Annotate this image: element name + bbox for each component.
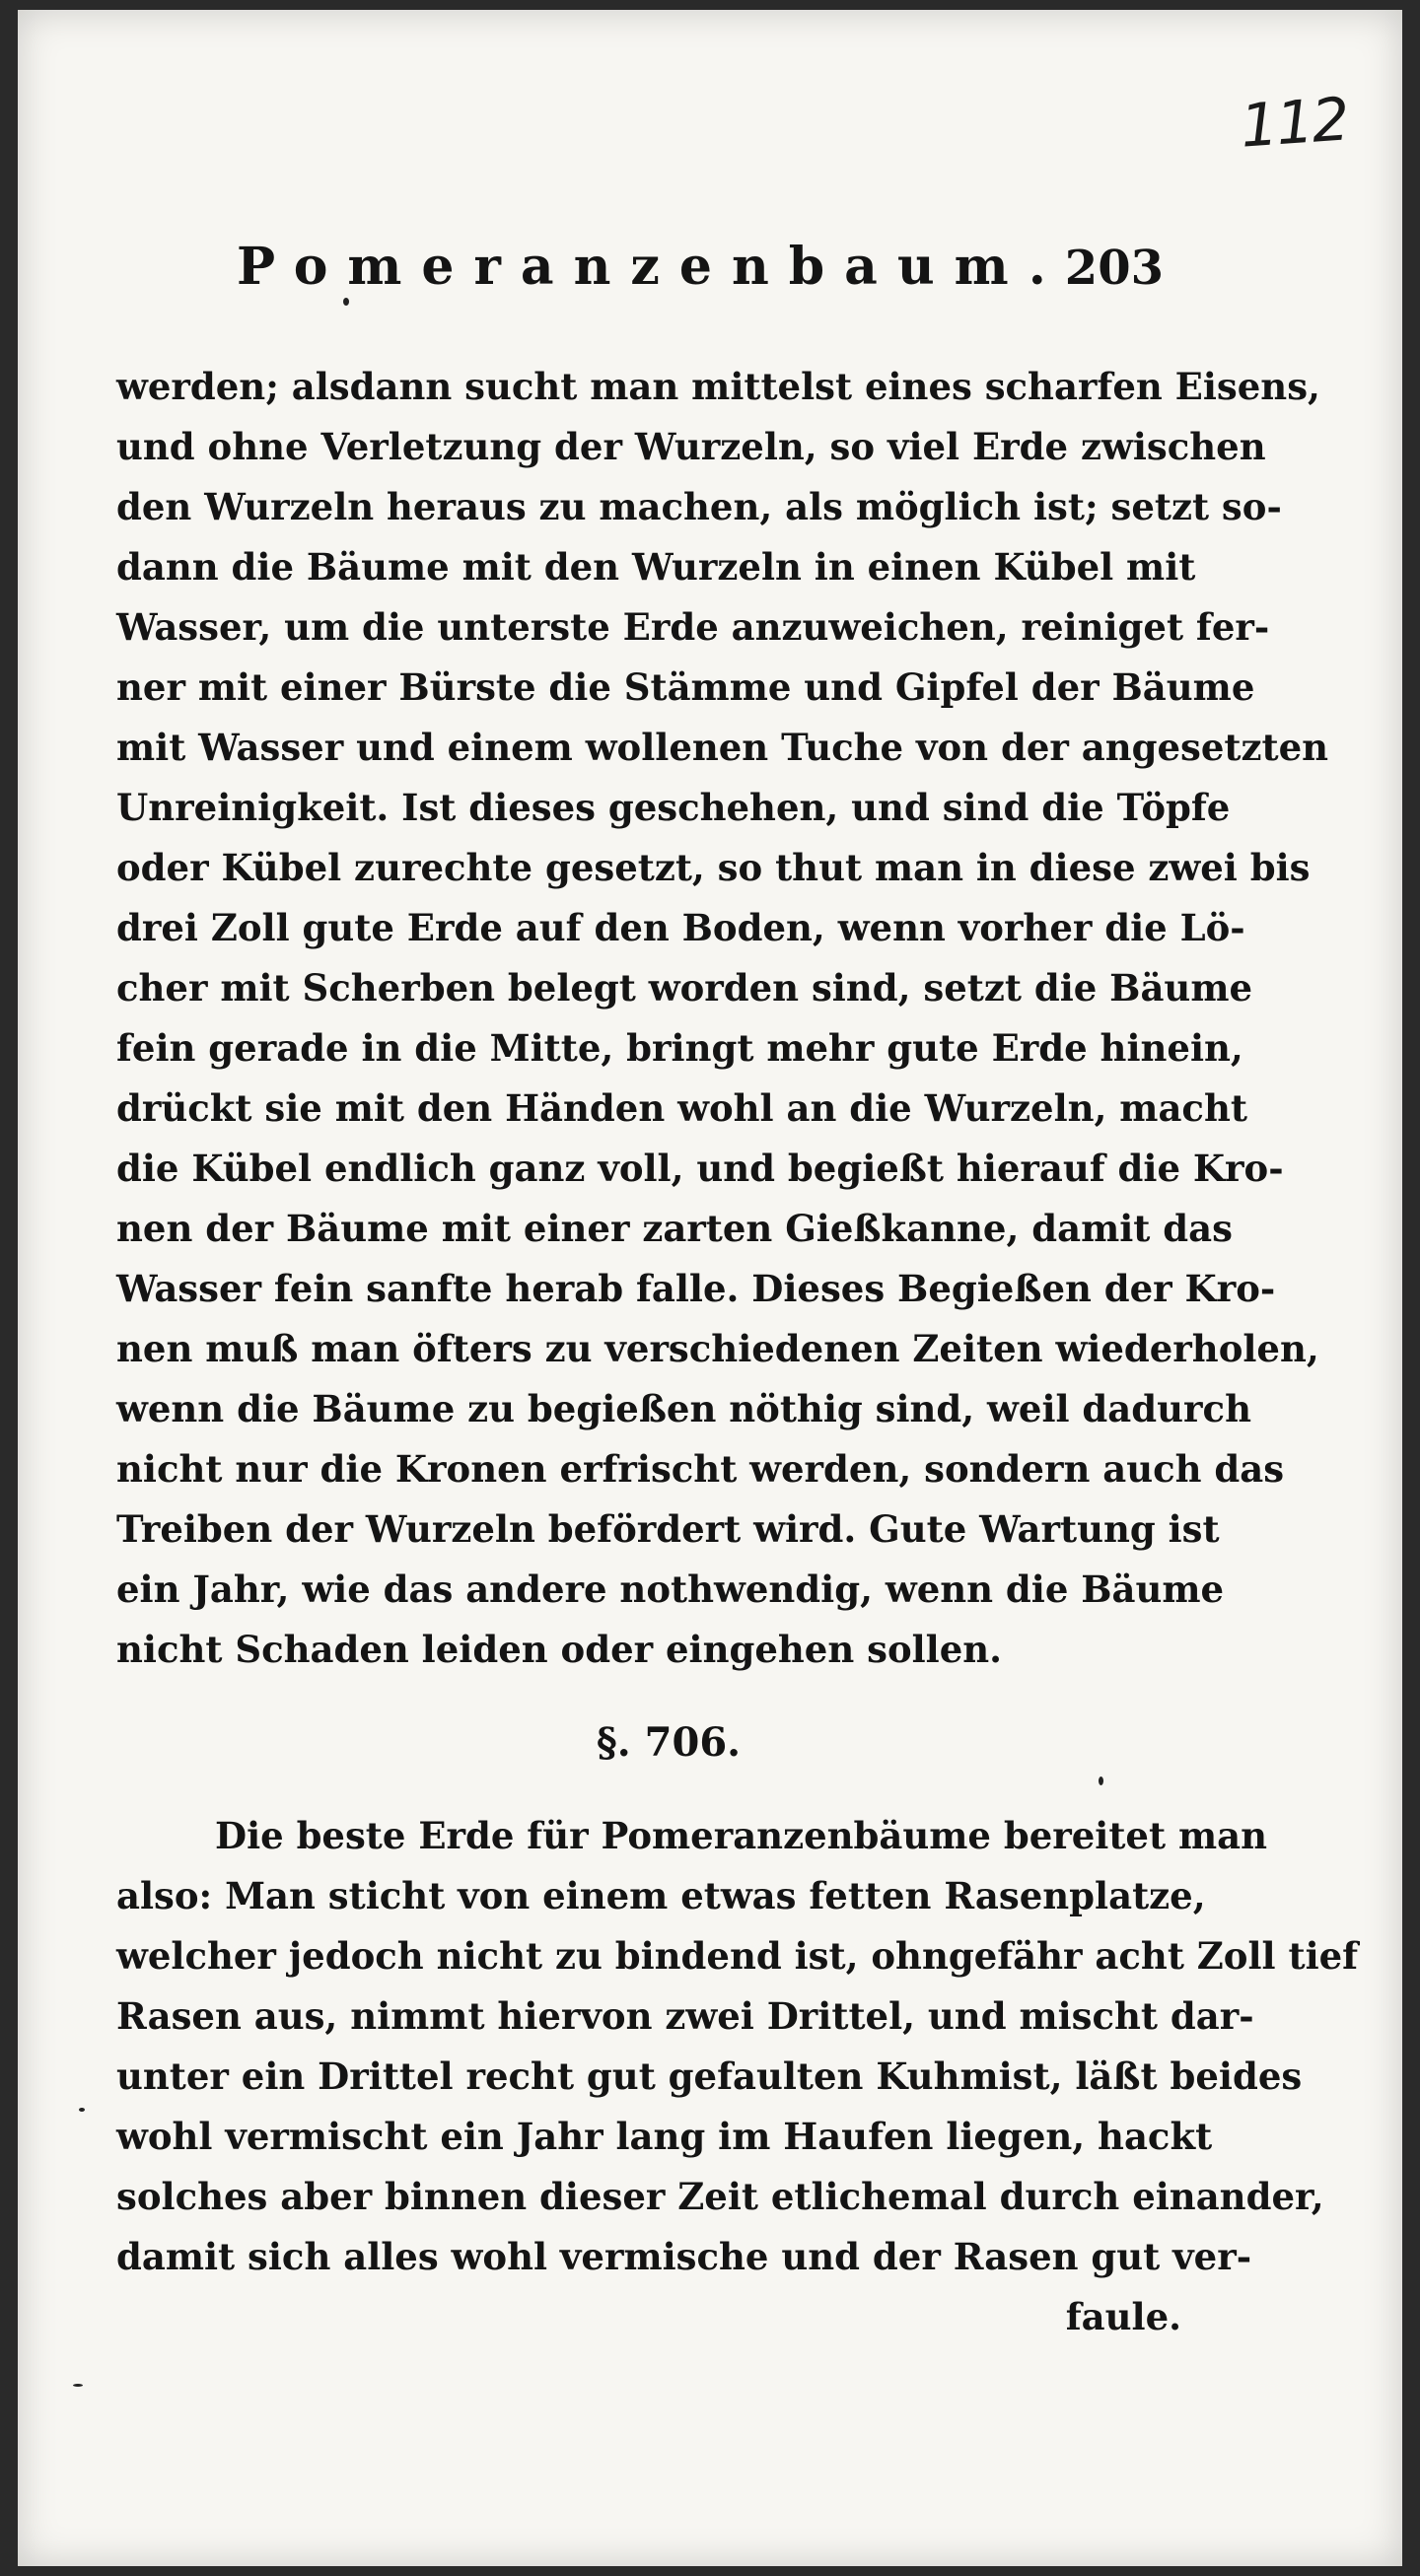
section-heading: §. 706. (596, 1719, 742, 1766)
paragraph-1 (116, 357, 1329, 1680)
text-line: mit Wasser und einem wollenen Tuche von der angesetzten (116, 726, 1329, 769)
text-line: dann die Bäume mit den Wurzeln in einen Kübel mit (116, 545, 1196, 589)
text-line: fein gerade in die Mitte, bringt mehr gute Erde hinein, (116, 1026, 1243, 1070)
text-line: die Kübel endlich ganz voll, und begießt hierauf die Kro- (116, 1147, 1284, 1190)
running-head-title: Pomeranzenbaum. (237, 237, 1066, 297)
text-line: nen muß man öfters zu verschiedenen Zeiten wiederholen, (116, 1327, 1319, 1370)
text-line: cher mit Scherben belegt worden sind, setzt die Bäume (116, 966, 1253, 1010)
text-line: wenn die Bäume zu begießen nöthig sind, weil dadurch (116, 1387, 1251, 1430)
text-line: ner mit einer Bürste die Stämme und Gipfel der Bäume (116, 665, 1255, 709)
text-line: den Wurzeln heraus zu machen, als möglich ist; setzt so- (116, 485, 1282, 528)
paragraph-2 (116, 1806, 1359, 2347)
text-line: nicht Schaden leiden oder eingehen sollen. (116, 1628, 1003, 1671)
ink-speck (79, 2108, 85, 2112)
handwritten-folio-number: 112 (1238, 85, 1350, 162)
text-line: nen der Bäume mit einer zarten Gießkanne, damit das (116, 1207, 1233, 1250)
text-line: also: Man sticht von einem etwas fetten Rasenplatze, (116, 1874, 1206, 1917)
text-line: oder Kübel zurechte gesetzt, so thut man in diese zwei bis (116, 846, 1311, 889)
text-line: drückt sie mit den Händen wohl an die Wurzeln, macht (116, 1086, 1247, 1130)
page-number: 203 (1064, 241, 1164, 296)
ink-speck (1099, 1776, 1103, 1785)
book-page (18, 10, 1402, 2566)
text-line: Die beste Erde für Pomeranzenbäume bereitet man (215, 1814, 1267, 1857)
text-line: drei Zoll gute Erde auf den Boden, wenn vorher die Lö- (116, 906, 1245, 949)
text-line: Unreinigkeit. Ist dieses geschehen, und sind die Töpfe (116, 786, 1231, 829)
text-line: Rasen aus, nimmt hiervon zwei Drittel, und mischt dar- (116, 1994, 1254, 2038)
ink-speck (73, 2384, 83, 2387)
text-line: Wasser fein sanfte herab falle. Dieses Begießen der Kro- (116, 1267, 1276, 1310)
text-line: ein Jahr, wie das andere nothwendig, wenn die Bäume (116, 1567, 1225, 1611)
text-line: Treiben der Wurzeln befördert wird. Gute Wartung ist (116, 1507, 1220, 1551)
text-line: damit sich alles wohl vermische und der Rasen gut ver- (116, 2235, 1252, 2278)
ink-speck (343, 298, 349, 306)
body-text (116, 357, 1359, 2347)
text-line: nicht nur die Kronen erfrischt werden, sondern auch das (116, 1447, 1285, 1491)
text-line: wohl vermischt ein Jahr lang im Haufen liegen, hackt (116, 2115, 1213, 2158)
text-line: welcher jedoch nicht zu bindend ist, ohngefähr acht Zoll tief (116, 1934, 1359, 1978)
running-head (237, 237, 1164, 315)
text-line: faule. (1065, 2295, 1181, 2338)
text-line: solches aber binnen dieser Zeit etlichemal durch einander, (116, 2175, 1324, 2218)
text-line: und ohne Verletzung der Wurzeln, so viel Erde zwischen (116, 425, 1266, 468)
text-line: werden; alsdann sucht man mittelst eines scharfen Eisens, (116, 365, 1320, 408)
text-line: unter ein Drittel recht gut gefaulten Kuhmist, läßt beides (116, 2054, 1303, 2098)
text-line: Wasser, um die unterste Erde anzuweichen, reiniget fer- (116, 605, 1270, 649)
